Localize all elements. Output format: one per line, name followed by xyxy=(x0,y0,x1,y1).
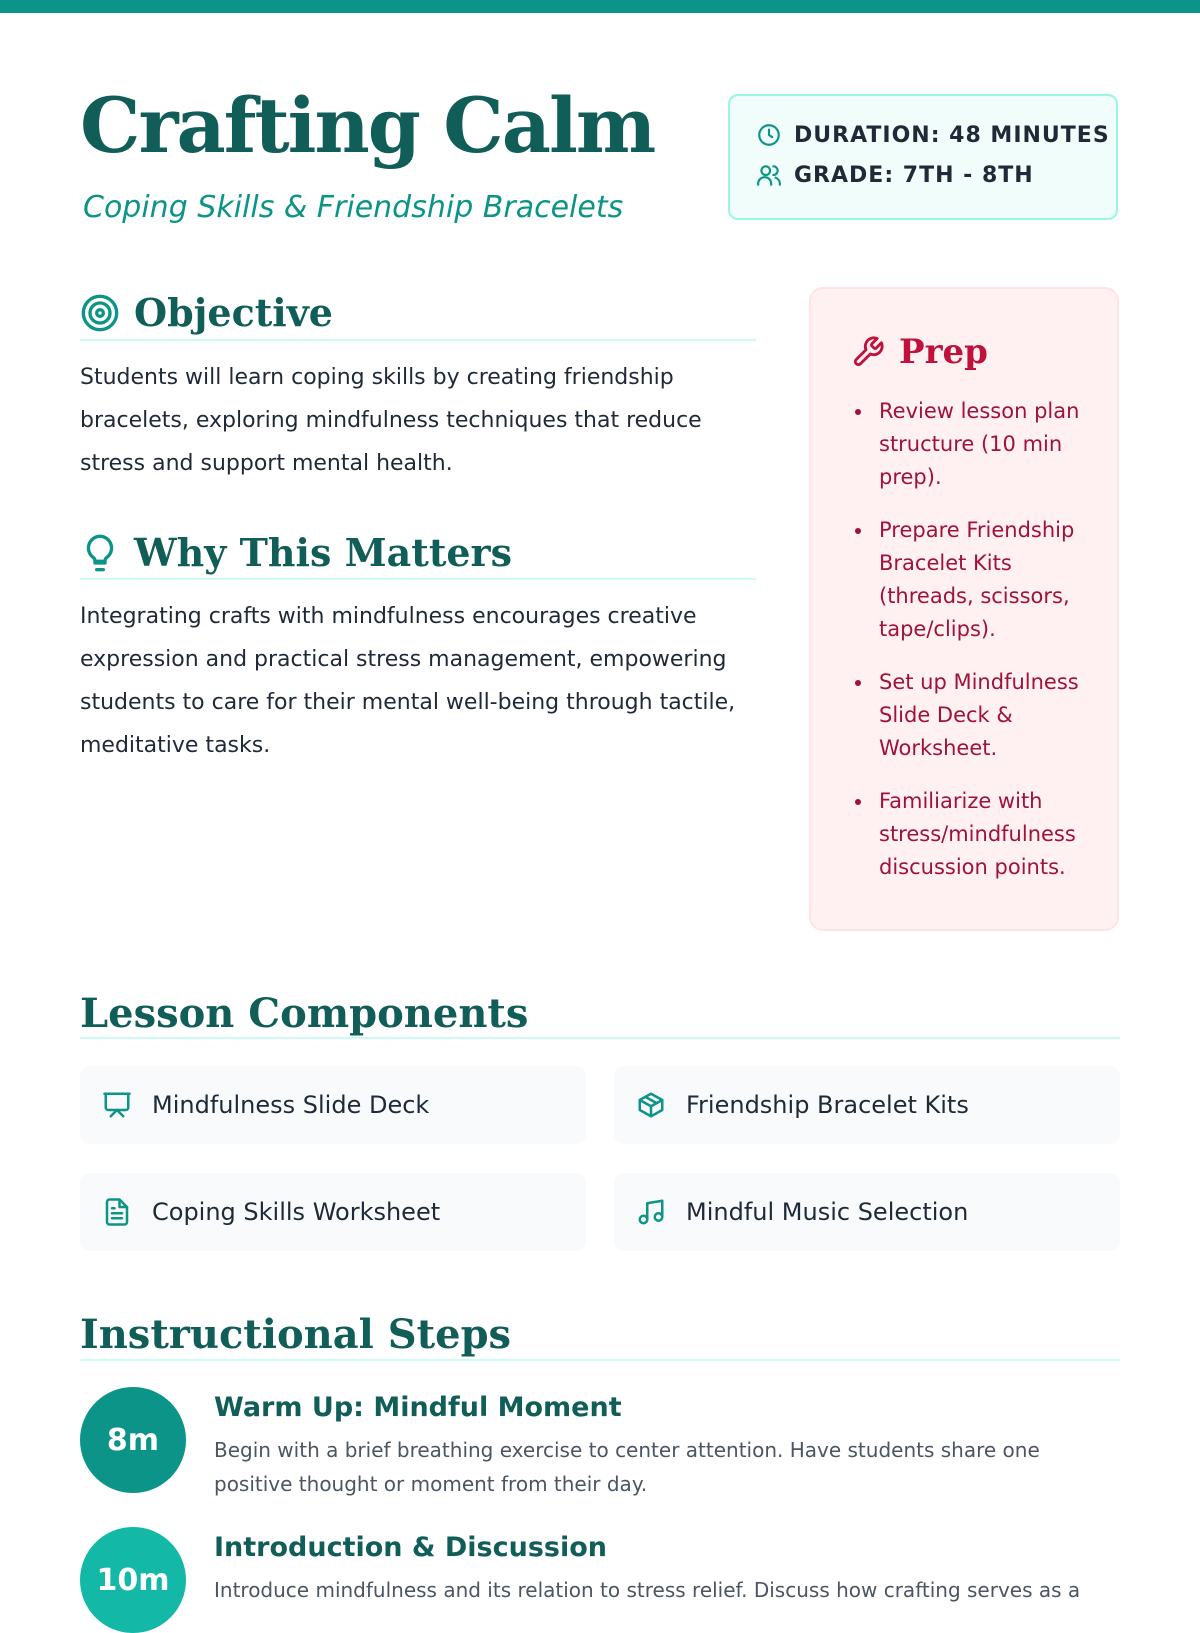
component-label: Mindful Music Selection xyxy=(686,1198,969,1226)
step-title: Warm Up: Mindful Moment xyxy=(214,1392,622,1423)
why-heading-text: Why This Matters xyxy=(134,530,512,575)
lightbulb-icon xyxy=(80,533,120,573)
music-icon xyxy=(636,1197,666,1227)
duration-text: DURATION: 48 MINUTES xyxy=(794,122,1110,148)
component-item xyxy=(80,1066,586,1144)
target-icon xyxy=(80,293,120,333)
why-heading xyxy=(80,530,512,575)
prep-list xyxy=(855,395,1095,904)
objective-text: Students will learn coping skills by creating friendship bracelets, exploring mindfulness techniques that reduce stress and support mental health. xyxy=(80,365,702,476)
document-icon xyxy=(102,1197,132,1227)
prep-heading xyxy=(851,332,988,372)
prep-heading-text: Prep xyxy=(899,332,988,372)
steps-heading-text: Instructional Steps xyxy=(80,1311,512,1358)
component-item xyxy=(80,1173,586,1251)
duration-row xyxy=(756,122,1110,148)
top-accent-bar xyxy=(0,0,1200,13)
step-time-badge: 10m xyxy=(80,1527,186,1633)
page-subtitle: Coping Skills & Friendship Bracelets xyxy=(83,190,624,225)
steps-divider xyxy=(80,1359,1120,1361)
components-heading-text: Lesson Components xyxy=(80,990,529,1037)
objective-heading-text: Objective xyxy=(134,290,333,335)
wrench-icon xyxy=(851,335,885,369)
objective-heading xyxy=(80,290,333,335)
why-divider xyxy=(80,578,756,580)
components-divider xyxy=(80,1037,1120,1039)
component-item xyxy=(614,1173,1120,1251)
clock-icon xyxy=(756,122,782,148)
prep-item: Prepare Friendship Bracelet Kits (threads, scissors, tape/clips). xyxy=(855,514,1095,646)
presentation-icon xyxy=(102,1090,132,1120)
component-item xyxy=(614,1066,1120,1144)
prep-card xyxy=(809,287,1119,931)
step-title: Introduction & Discussion xyxy=(214,1532,608,1563)
lesson-meta-card xyxy=(728,94,1118,220)
grade-text: GRADE: 7TH - 8TH xyxy=(794,162,1034,188)
component-label: Coping Skills Worksheet xyxy=(152,1198,441,1226)
objective-divider xyxy=(80,339,756,341)
component-label: Mindfulness Slide Deck xyxy=(152,1091,430,1119)
grade-row xyxy=(756,162,1034,188)
step-time-badge: 8m xyxy=(80,1387,186,1493)
prep-item: Familiarize with stress/mindfulness discussion points. xyxy=(855,785,1095,884)
prep-item: Set up Mindfulness Slide Deck & Worksheet. xyxy=(855,666,1095,765)
users-icon xyxy=(756,162,782,188)
step-description: Introduce mindfulness and its relation to stress relief. Discuss how crafting serves as a xyxy=(214,1578,1081,1602)
prep-item: Review lesson plan structure (10 min prep). xyxy=(855,395,1095,494)
package-icon xyxy=(636,1090,666,1120)
page-title: Crafting Calm xyxy=(80,81,655,170)
why-text: Integrating crafts with mindfulness encourages creative expression and practical stress management, empowering students to care for their mental well-being through tactile, meditative tasks. xyxy=(80,604,736,758)
components-heading xyxy=(80,990,528,1037)
step-description: Begin with a brief breathing exercise to center attention. Have students share one positive thought or moment from their day. xyxy=(214,1438,1040,1496)
steps-heading xyxy=(80,1311,511,1358)
component-label: Friendship Bracelet Kits xyxy=(686,1091,969,1119)
